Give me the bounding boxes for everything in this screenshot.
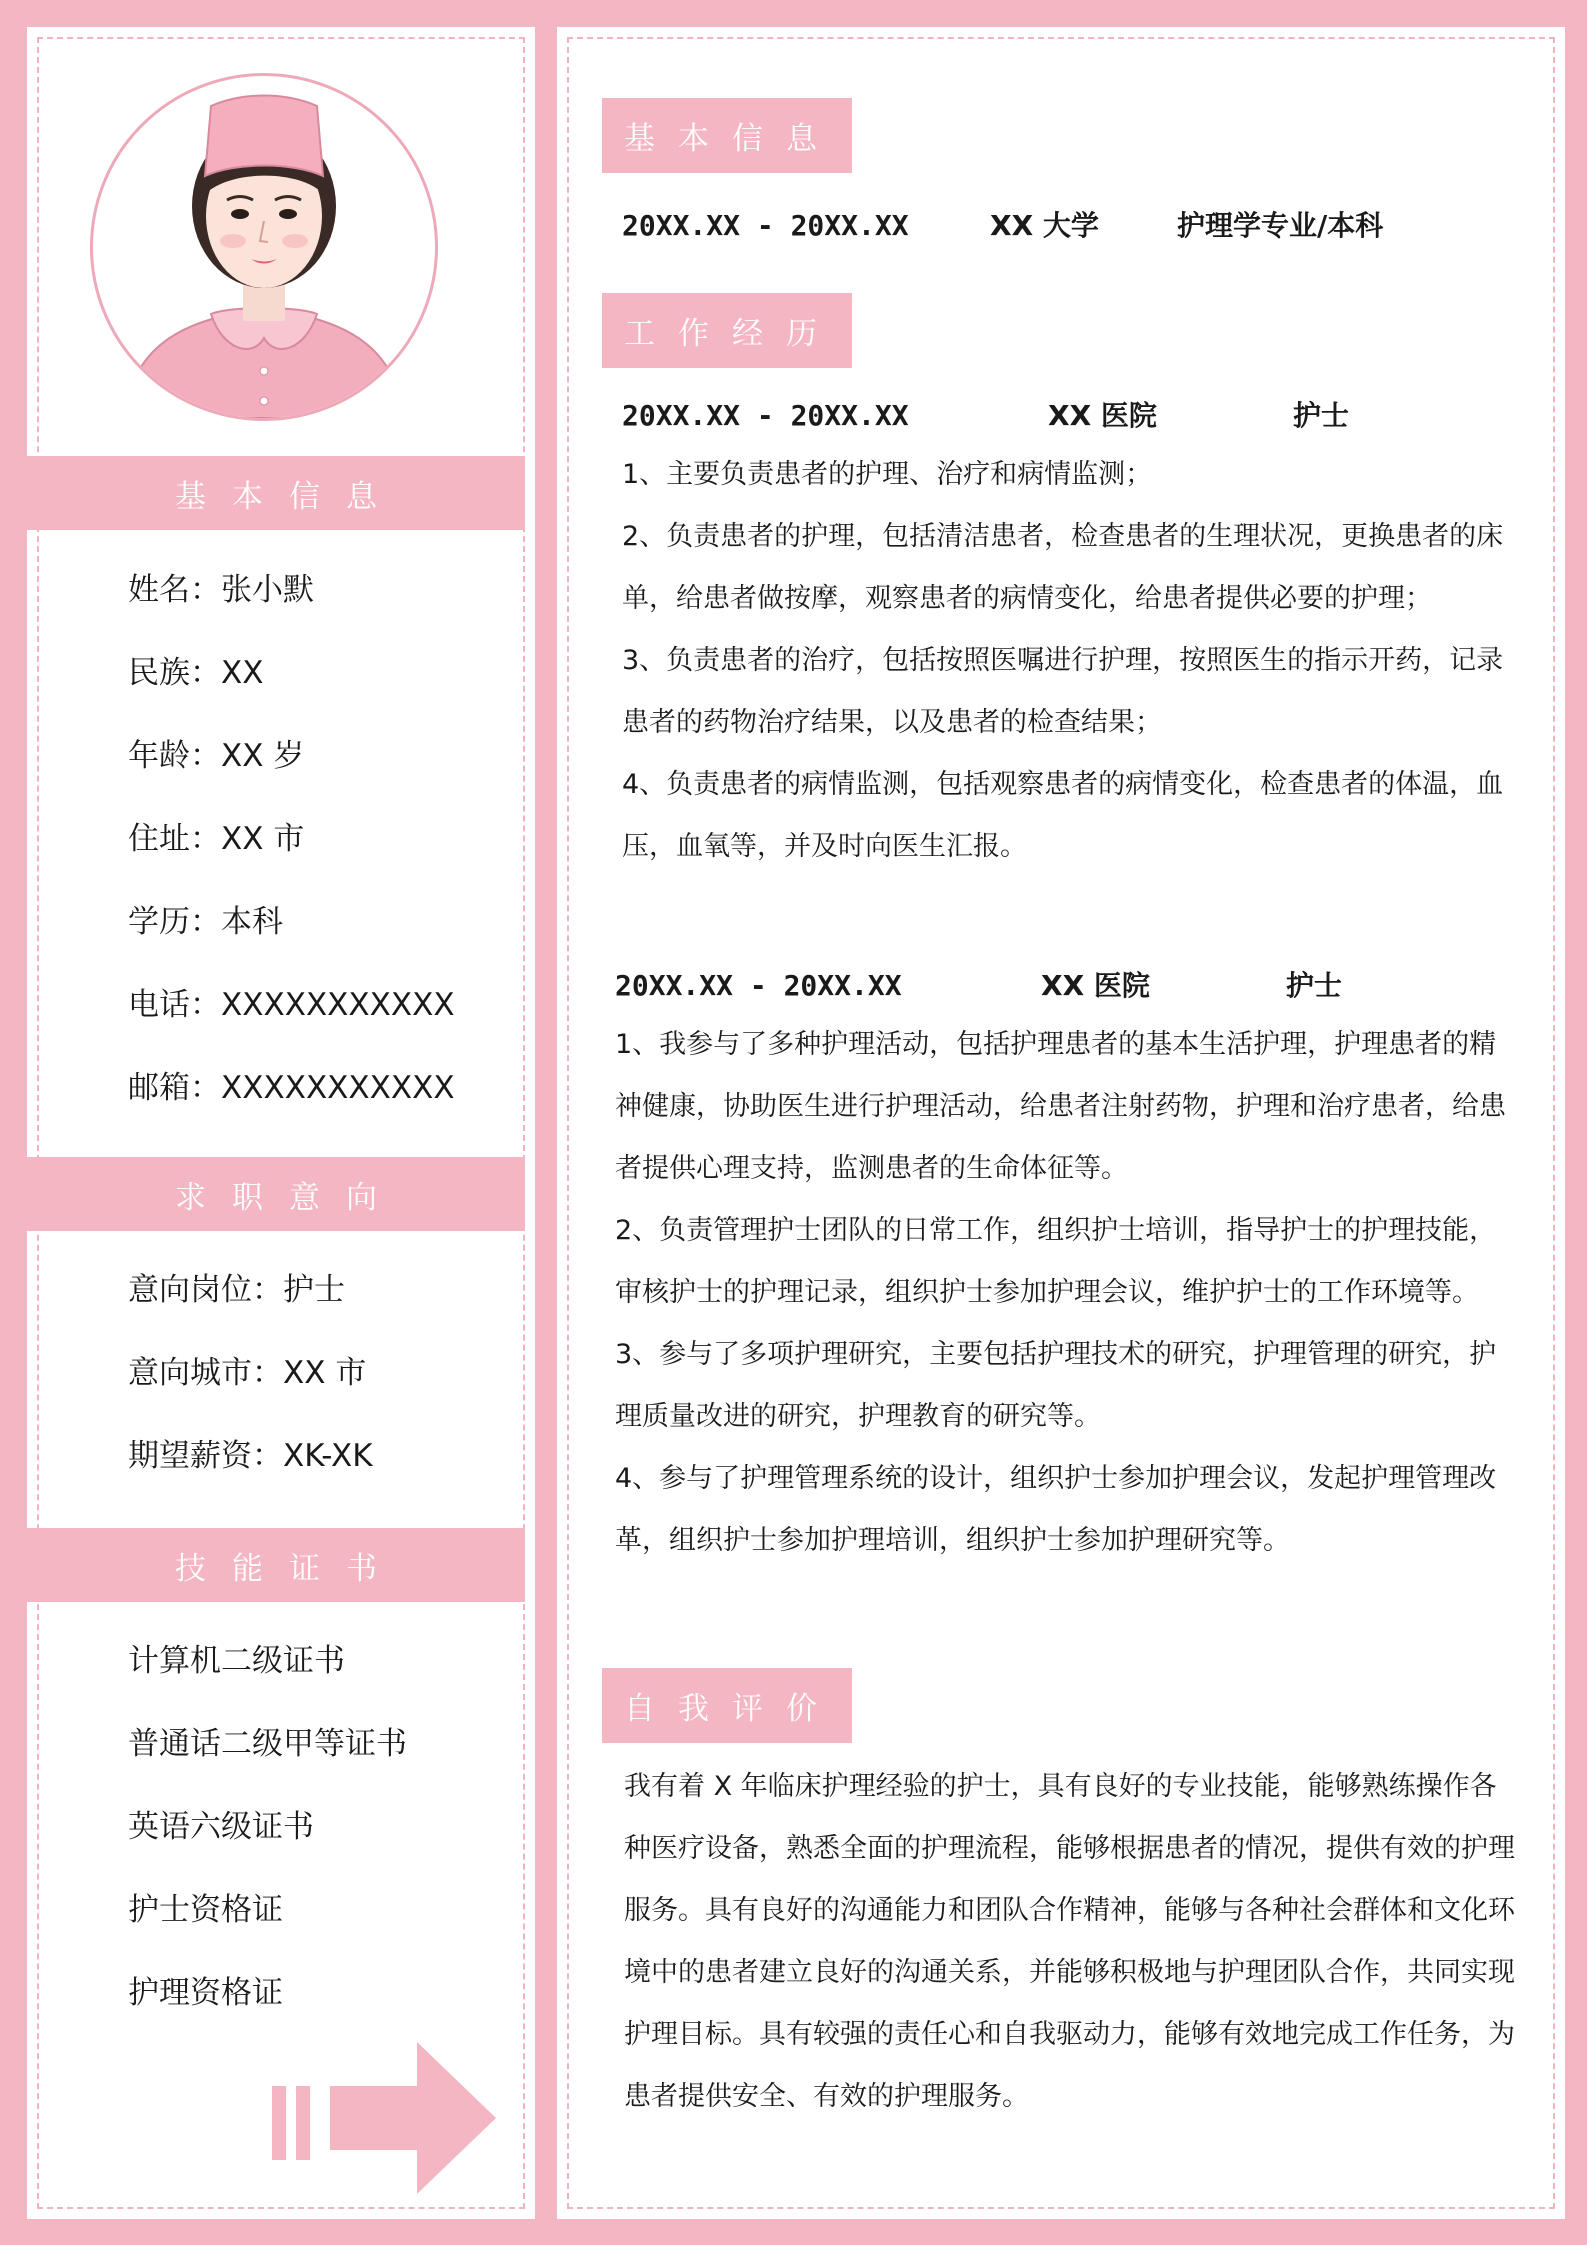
info-ethnicity: 民族：XX — [128, 655, 264, 691]
skill-item: 护士资格证 — [128, 1892, 283, 1928]
job-period: 20XX.XX - 20XX.XX — [622, 399, 909, 432]
job-period: 20XX.XX - 20XX.XX — [615, 969, 902, 1002]
edu-period: 20XX.XX - 20XX.XX — [622, 209, 909, 242]
intent-city: 意向城市：XX 市 — [128, 1355, 367, 1391]
info-phone: 电话：XXXXXXXXXXX — [128, 987, 455, 1023]
job-org: XX 医院 — [1048, 399, 1157, 432]
job-duties — [622, 444, 1522, 878]
info-email: 邮箱：XXXXXXXXXXX — [128, 1070, 455, 1106]
section-header-work: 工作经历 — [602, 293, 852, 368]
duty-item: 4、负责患者的病情监测，包括观察患者的病情变化，检查患者的体温，血压，血氧等，并及时向医生汇报。 — [622, 769, 1504, 862]
arrow-right-icon — [272, 2040, 497, 2196]
duty-item: 1、我参与了多种护理活动，包括护理患者的基本生活护理，护理患者的精神健康，协助医生进行护理活动，给患者注射药物，护理和治疗患者，给患者提供心理支持，监测患者的生命体征等。 — [615, 1029, 1506, 1184]
intent-position: 意向岗位：护士 — [128, 1272, 345, 1308]
job-duties — [615, 1014, 1515, 1572]
nurse-avatar-icon — [93, 76, 435, 418]
edu-school: XX 大学 — [990, 209, 1099, 242]
intent-salary: 期望薪资：XK-XK — [128, 1438, 373, 1474]
section-header-job-intent: 求职意向 — [27, 1157, 525, 1231]
skill-item: 英语六级证书 — [128, 1809, 314, 1845]
avatar — [90, 73, 438, 421]
duty-item: 1、主要负责患者的护理、治疗和病情监测； — [622, 459, 1153, 490]
duty-item: 2、负责患者的护理，包括清洁患者，检查患者的生理状况，更换患者的床单，给患者做按摩，观察患者的病情变化，给患者提供必要的护理； — [622, 521, 1504, 614]
info-name: 姓名：张小默 — [128, 572, 314, 608]
skill-item: 护理资格证 — [128, 1975, 283, 2011]
section-header-basic-info: 基本信息 — [27, 456, 525, 530]
skill-item: 普通话二级甲等证书 — [128, 1726, 407, 1762]
info-age: 年龄：XX 岁 — [128, 738, 305, 774]
info-education: 学历：本科 — [128, 904, 283, 940]
duty-item: 3、负责患者的治疗，包括按照医嘱进行护理，按照医生的指示开药，记录患者的药物治疗结果，以及患者的检查结果； — [622, 645, 1504, 738]
job-org: XX 医院 — [1041, 969, 1150, 1002]
section-header-education: 基本信息 — [602, 98, 852, 173]
edu-major: 护理学专业/本科 — [1177, 209, 1384, 242]
duty-item: 2、负责管理护士团队的日常工作，组织护士培训，指导护士的护理技能，审核护士的护理记录，组织护士参加护理会议，维护护士的工作环境等。 — [615, 1215, 1497, 1308]
skill-item: 计算机二级证书 — [128, 1643, 345, 1679]
info-address: 住址：XX 市 — [128, 821, 305, 857]
job-role: 护士 — [1293, 399, 1350, 432]
duty-item: 4、参与了护理管理系统的设计，组织护士参加护理会议，发起护理管理改革，组织护士参加护理培训，组织护士参加护理研究等。 — [615, 1463, 1497, 1556]
section-header-skills: 技能证书 — [27, 1528, 525, 1602]
duty-item: 3、参与了多项护理研究，主要包括护理技术的研究，护理管理的研究，护理质量改进的研究，护理教育的研究等。 — [615, 1339, 1497, 1432]
job-role: 护士 — [1286, 969, 1343, 1002]
section-header-self-eval: 自我评价 — [602, 1668, 852, 1743]
self-eval-text: 我有着 X 年临床护理经验的护士，具有良好的专业技能，能够熟练操作各种医疗设备，熟悉全面的护理流程，能够根据患者的情况，提供有效的护理服务。具有良好的沟通能力和团队合作精神，能够与各种社会群体和文化环境中的患者建立良好的沟通关系，并能够积极地与护理团队合作，共同实现护理目标。具有较强的责任心和自我驱动力，能够有效地完成工作任务，为患者提供安全、有效的护理服务。 — [624, 1771, 1515, 2112]
